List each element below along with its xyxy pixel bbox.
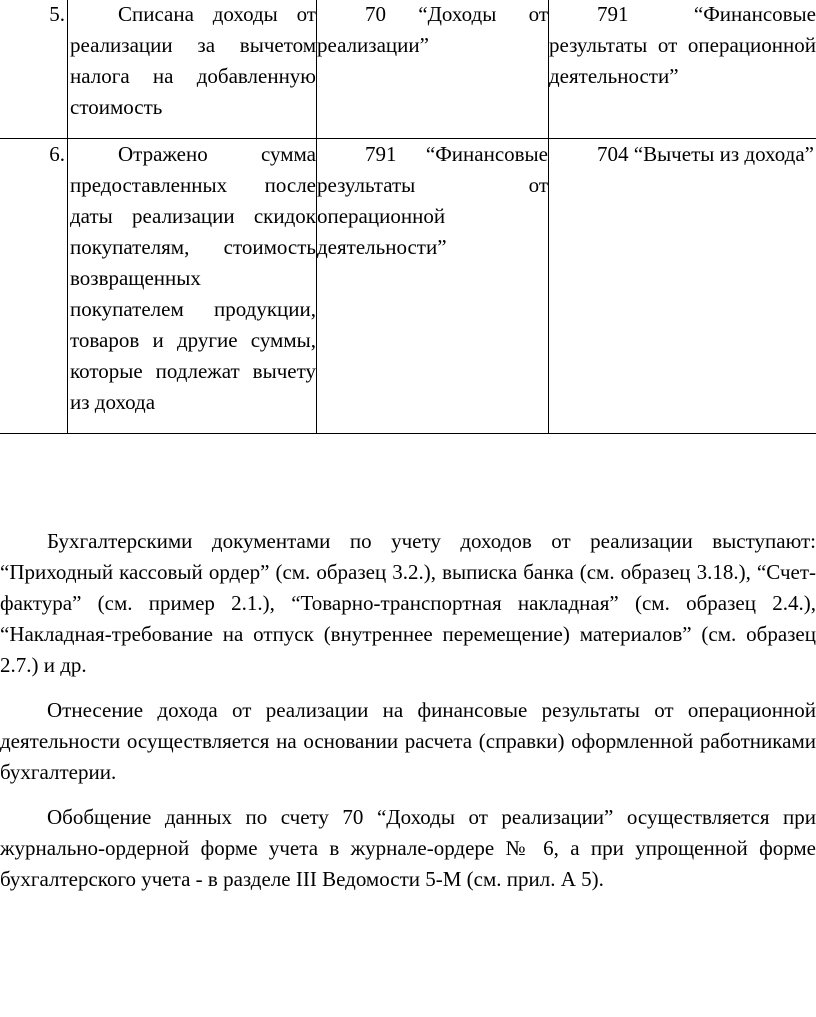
table-row [0,139,816,434]
operation-text: Отражено сумма предоставленных после даты реализации скидок покупателям, стоимость возвращенных покупателем продукции, товаров и другие суммы, которые подлежат вычету из дохода [70,142,316,414]
credit-account: 704 “Вычеты из дохода” [597,142,814,166]
operation-cell [68,0,317,139]
accounting-entries-table [0,0,816,434]
debit-account: 791 “Финансовые результаты от операционной деятельности” [317,142,548,259]
credit-cell [549,0,816,139]
operation-text: Списана доходы от реализации за вычетом налога на добавленную стоимость [70,2,316,119]
paragraph-generalization: Обобщение данных по счету 70 “Доходы от реализации” осуществляется при журнально-ордерной форме учета в журнале-ордере № 6, а при упрощенной форме бухгалтерского учета - в разделе III Ведомости 5-М (см. прил. А 5). [0,805,816,891]
debit-cell [317,0,549,139]
row-number: 6. [0,139,68,434]
paragraph-documents: Бухгалтерскими документами по учету доходов от реализации выступают: “Приходный кассовый ордер” (см. образец 3.2.), выписка банка (см. образец 3.18.), “Счет-фактура” (см. пример 2.1.), “Товарно-транспортная накладная” (см. образец 2.4.), “Накладная-требование на отпуск (внутреннее перемещение) материалов” (см. образец 2.7.) и др. [0,529,816,677]
operation-cell [68,139,317,434]
table-row [0,0,816,139]
debit-cell [317,139,549,434]
credit-account: 791 “Финансовые результаты от операционной деятельности” [549,2,816,88]
debit-account: 70 “Доходы от реализации” [317,2,548,57]
credit-cell [549,139,816,434]
row-number: 5. [0,0,68,139]
body-text [0,526,816,909]
paragraph-transfer: Отнесение дохода от реализации на финансовые результаты от операционной деятельности осуществляется на основании расчета (справки) оформленной работниками бухгалтерии. [0,698,816,784]
